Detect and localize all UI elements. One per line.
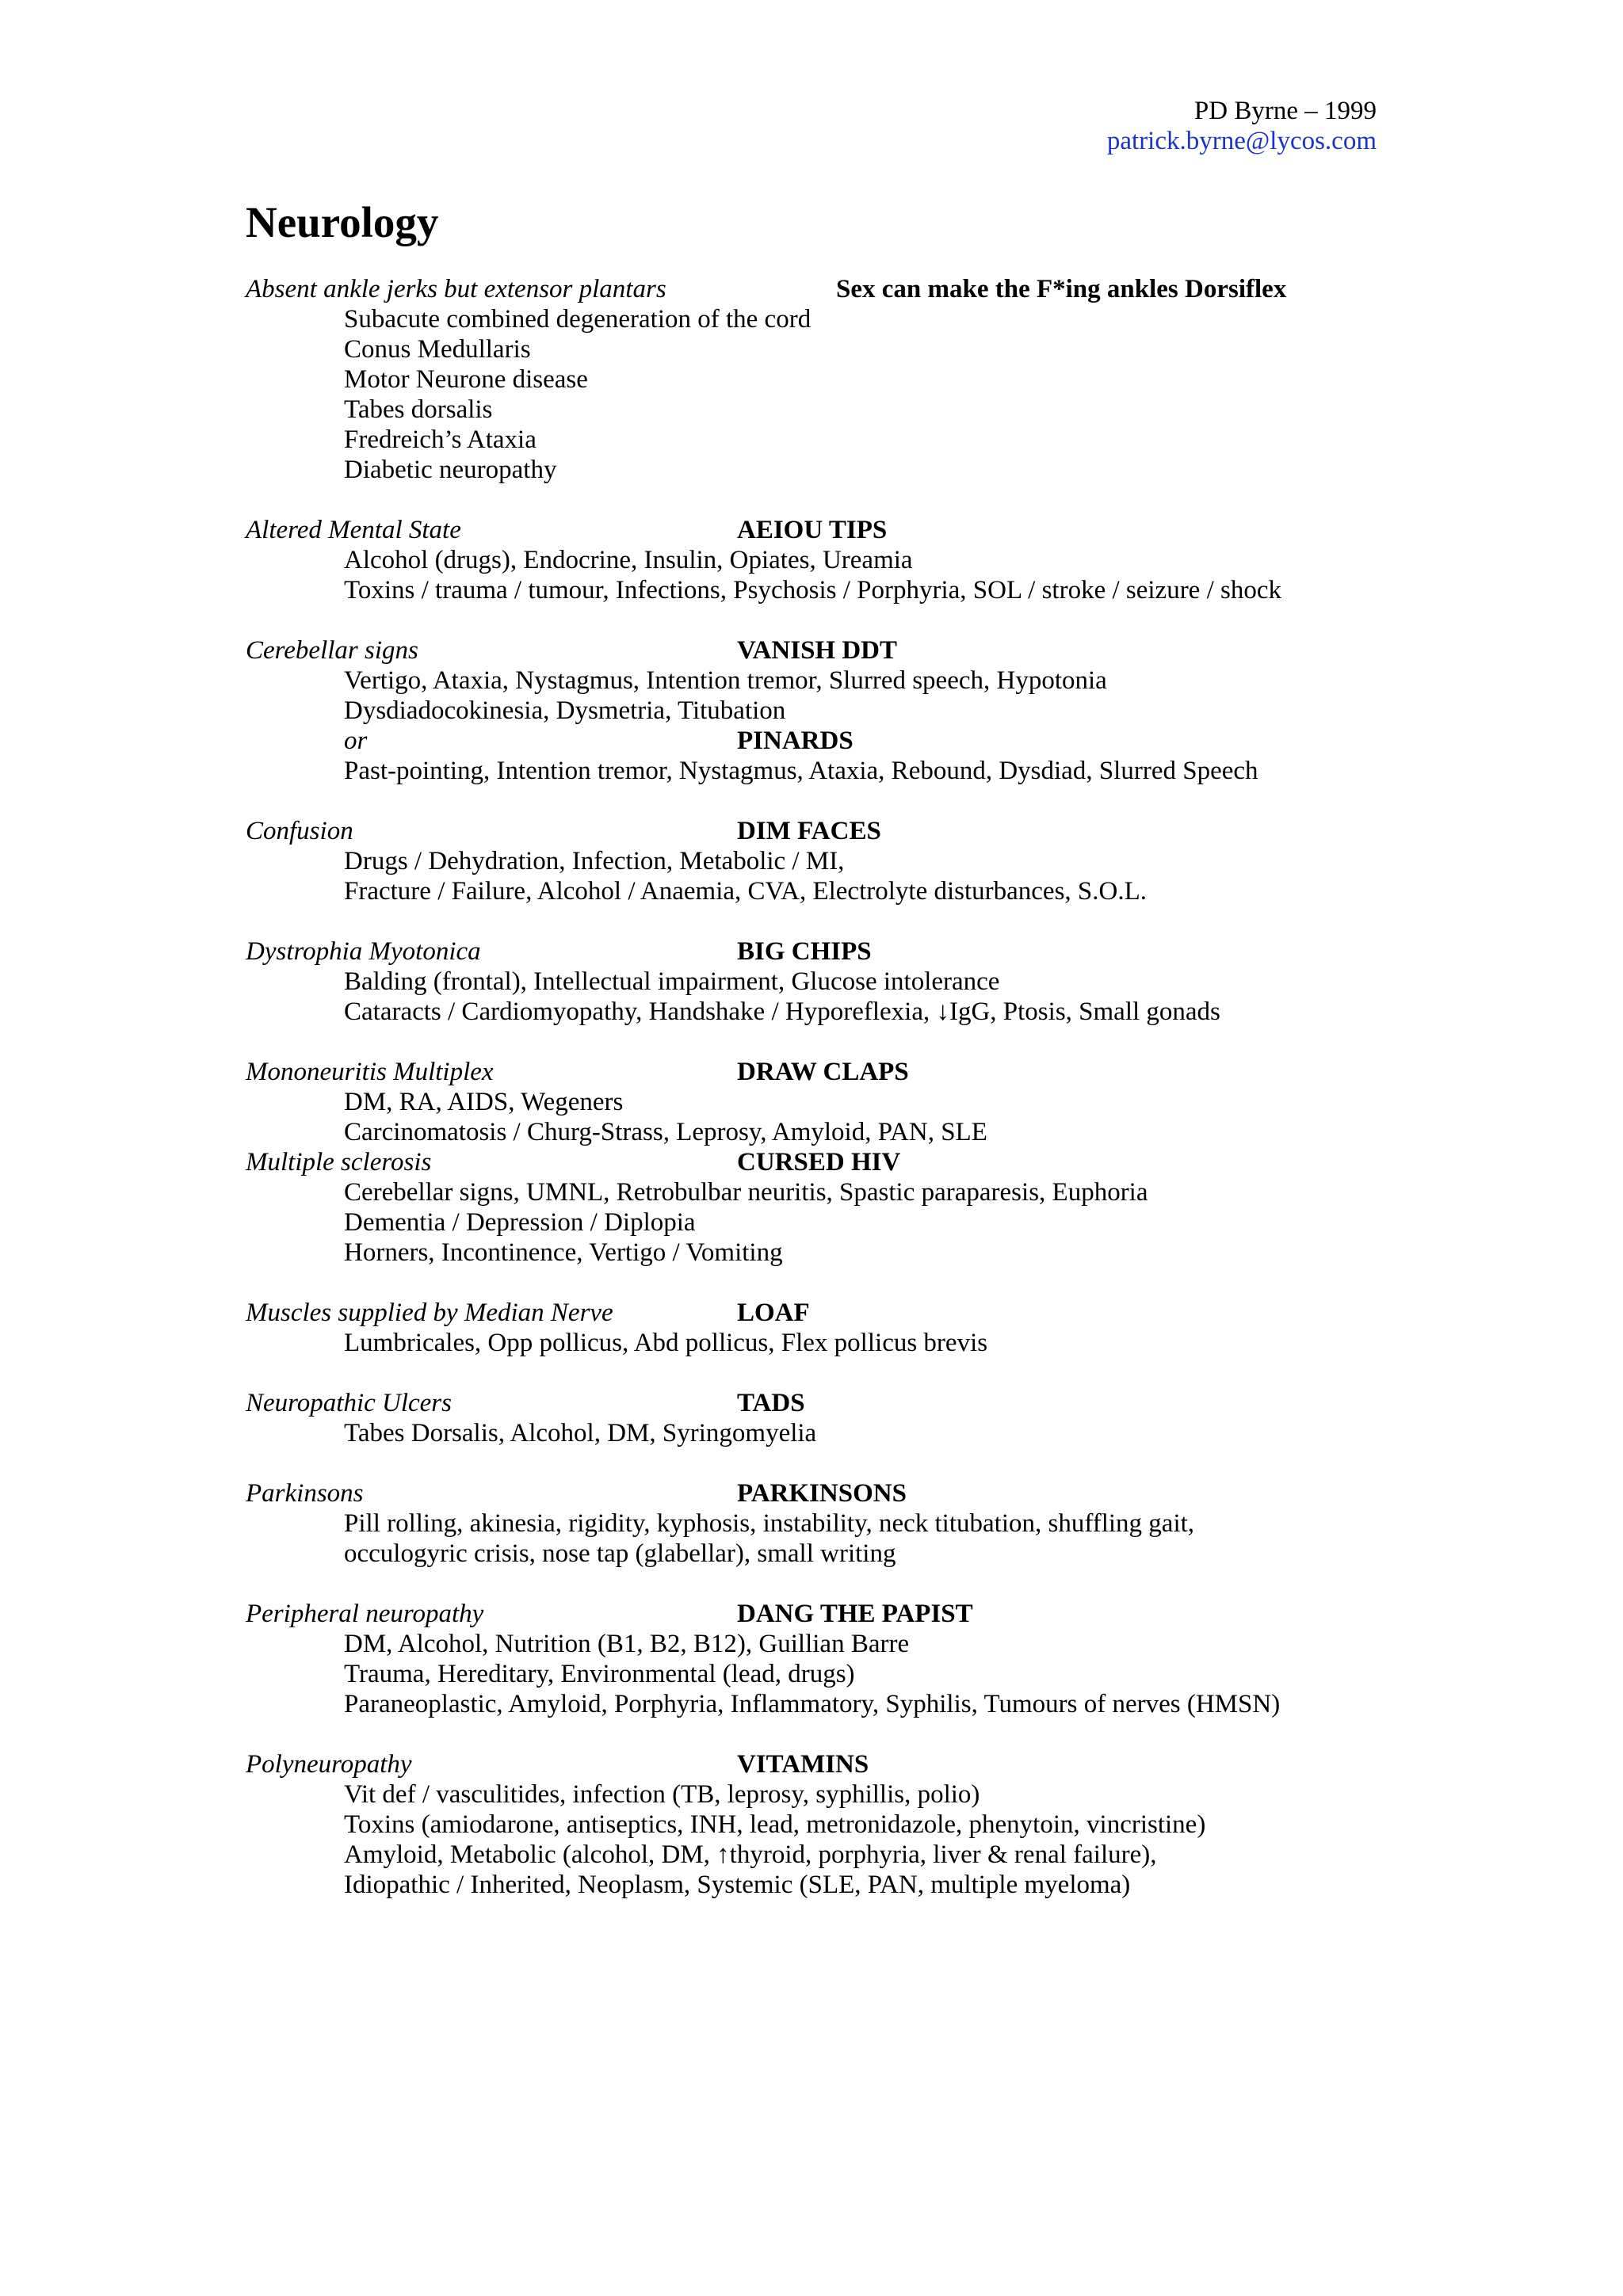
topic-label: Cerebellar signs: [246, 636, 418, 665]
list-item: Cataracts / Cardiomyopathy, Handshake / Hyporeflexia, ↓IgG, Ptosis, Small gonads: [344, 997, 1220, 1026]
section-polyneuropathy: [246, 1749, 1387, 1900]
list-item: Lumbricales, Opp pollicus, Abd pollicus, Flex pollicus brevis: [344, 1329, 988, 1357]
topic-label: Polyneuropathy: [246, 1750, 412, 1779]
section-heading: [246, 1749, 1387, 1779]
section-median-nerve-muscles: [246, 1298, 1387, 1358]
section-mononeuritis-multiplex: [246, 1057, 1387, 1147]
section-dystrophia-myotonica: [246, 936, 1387, 1027]
list-item: occulogyric crisis, nose tap (glabellar), small writing: [344, 1539, 896, 1568]
list-item: Balding (frontal), Intellectual impairment, Glucose intolerance: [344, 967, 1000, 996]
list-item: Carcinomatosis / Churg-Strass, Leprosy, Amyloid, PAN, SLE: [344, 1118, 987, 1146]
list-item: Idiopathic / Inherited, Neoplasm, Systemic (SLE, PAN, multiple myeloma): [344, 1871, 1131, 1899]
mnemonic-label: BIG CHIPS: [737, 937, 872, 966]
list-item: Fredreich’s Ataxia: [344, 425, 537, 454]
section-heading: [246, 1478, 1387, 1508]
list-item: Tabes Dorsalis, Alcohol, DM, Syringomyelia: [344, 1419, 817, 1447]
list-item: Past-pointing, Intention tremor, Nystagmus, Ataxia, Rebound, Dysdiad, Slurred Speech: [344, 757, 1258, 785]
mnemonic-label: DANG THE PAPIST: [737, 1600, 973, 1628]
topic-label: Parkinsons: [246, 1479, 364, 1508]
topic-label: Absent ankle jerks but extensor plantars: [246, 275, 666, 303]
list-item: Vit def / vasculitides, infection (TB, leprosy, syphillis, polio): [344, 1780, 980, 1809]
mnemonic-label: CURSED HIV: [737, 1148, 901, 1177]
mnemonic-label: PINARDS: [737, 727, 854, 755]
section-heading: [246, 1298, 1387, 1328]
section-heading: [246, 1388, 1387, 1418]
section-confusion: [246, 816, 1387, 906]
section-heading: [246, 635, 1387, 666]
topic-label: Multiple sclerosis: [246, 1148, 432, 1177]
section-heading: [246, 1057, 1387, 1087]
section-peripheral-neuropathy: [246, 1599, 1387, 1719]
topic-label: Mononeuritis Multiplex: [246, 1058, 494, 1086]
topic-label: Peripheral neuropathy: [246, 1600, 484, 1628]
topic-label: Neuropathic Ulcers: [246, 1389, 452, 1417]
email-address: patrick.byrne@lycos.com: [1106, 127, 1377, 155]
mnemonic-label: TADS: [737, 1389, 805, 1417]
section-multiple-sclerosis: [246, 1147, 1387, 1268]
list-item: Dysdiadocokinesia, Dysmetria, Titubation: [344, 696, 786, 725]
section-cerebellar-signs: [246, 635, 1387, 786]
list-item: Dementia / Depression / Diplopia: [344, 1208, 696, 1237]
section-heading: [246, 274, 1387, 304]
list-item: Cerebellar signs, UMNL, Retrobulbar neuritis, Spastic paraparesis, Euphoria: [344, 1178, 1148, 1207]
mnemonic-label: VANISH DDT: [737, 636, 898, 665]
section-heading: [246, 816, 1387, 846]
section-altered-mental-state: [246, 515, 1387, 605]
list-item: Diabetic neuropathy: [344, 456, 557, 484]
mnemonic-label: VITAMINS: [737, 1750, 869, 1779]
topic-label: Altered Mental State: [246, 516, 461, 544]
list-item: DM, Alcohol, Nutrition (B1, B2, B12), Guillian Barre: [344, 1630, 910, 1658]
section-parkinsons: [246, 1478, 1387, 1569]
list-item: Toxins / trauma / tumour, Infections, Psychosis / Porphyria, SOL / stroke / seizure / shock: [344, 576, 1281, 605]
list-item: Pill rolling, akinesia, rigidity, kyphosis, instability, neck titubation, shuffling gait,: [344, 1509, 1195, 1538]
list-item: Alcohol (drugs), Endocrine, Insulin, Opiates, Ureamia: [344, 546, 913, 574]
section-heading: [246, 515, 1387, 545]
mnemonic-label: AEIOU TIPS: [737, 516, 888, 544]
list-item: DM, RA, AIDS, Wegeners: [344, 1088, 624, 1116]
section-heading: [246, 1147, 1387, 1177]
list-item: Vertigo, Ataxia, Nystagmus, Intention tremor, Slurred speech, Hypotonia: [344, 666, 1107, 695]
list-item: Paraneoplastic, Amyloid, Porphyria, Inflammatory, Syphilis, Tumours of nerves (HMSN): [344, 1690, 1281, 1718]
section-heading: [246, 1599, 1387, 1629]
list-item: Horners, Incontinence, Vertigo / Vomiting: [344, 1238, 783, 1267]
alternate-heading: [246, 726, 1387, 756]
mnemonic-label: DRAW CLAPS: [737, 1058, 909, 1086]
section-absent-ankle-jerks: [246, 274, 1387, 485]
list-item: Conus Medullaris: [344, 335, 531, 364]
list-item: Drugs / Dehydration, Infection, Metabolic / MI,: [344, 847, 845, 875]
mnemonic-label: LOAF: [737, 1299, 810, 1327]
mnemonic-list: [246, 274, 1387, 1930]
mnemonic-label: PARKINSONS: [737, 1479, 907, 1508]
author-line: PD Byrne – 1999: [1193, 97, 1377, 125]
page-header: [1107, 96, 1377, 156]
list-item: Fracture / Failure, Alcohol / Anaemia, CVA, Electrolyte disturbances, S.O.L.: [344, 877, 1148, 906]
list-item: Tabes dorsalis: [344, 395, 493, 424]
list-item: Subacute combined degeneration of the cord: [344, 305, 812, 334]
list-item: Toxins (amiodarone, antiseptics, INH, lead, metronidazole, phenytoin, vincristine): [344, 1810, 1206, 1839]
topic-label: Muscles supplied by Median Nerve: [246, 1299, 613, 1327]
list-item: Trauma, Hereditary, Environmental (lead, drugs): [344, 1660, 855, 1688]
topic-label: Dystrophia Myotonica: [246, 937, 481, 966]
section-neuropathic-ulcers: [246, 1388, 1387, 1448]
mnemonic-label: DIM FACES: [737, 817, 881, 845]
list-item: Amyloid, Metabolic (alcohol, DM, ↑thyroid, porphyria, liver & renal failure),: [344, 1840, 1157, 1869]
list-item: Motor Neurone disease: [344, 365, 588, 394]
or-label: or: [344, 727, 368, 755]
page-title: Neurology: [246, 198, 439, 246]
section-heading: [246, 936, 1387, 967]
mnemonic-label: Sex can make the F*ing ankles Dorsiflex: [836, 275, 1287, 303]
topic-label: Confusion: [246, 817, 353, 845]
